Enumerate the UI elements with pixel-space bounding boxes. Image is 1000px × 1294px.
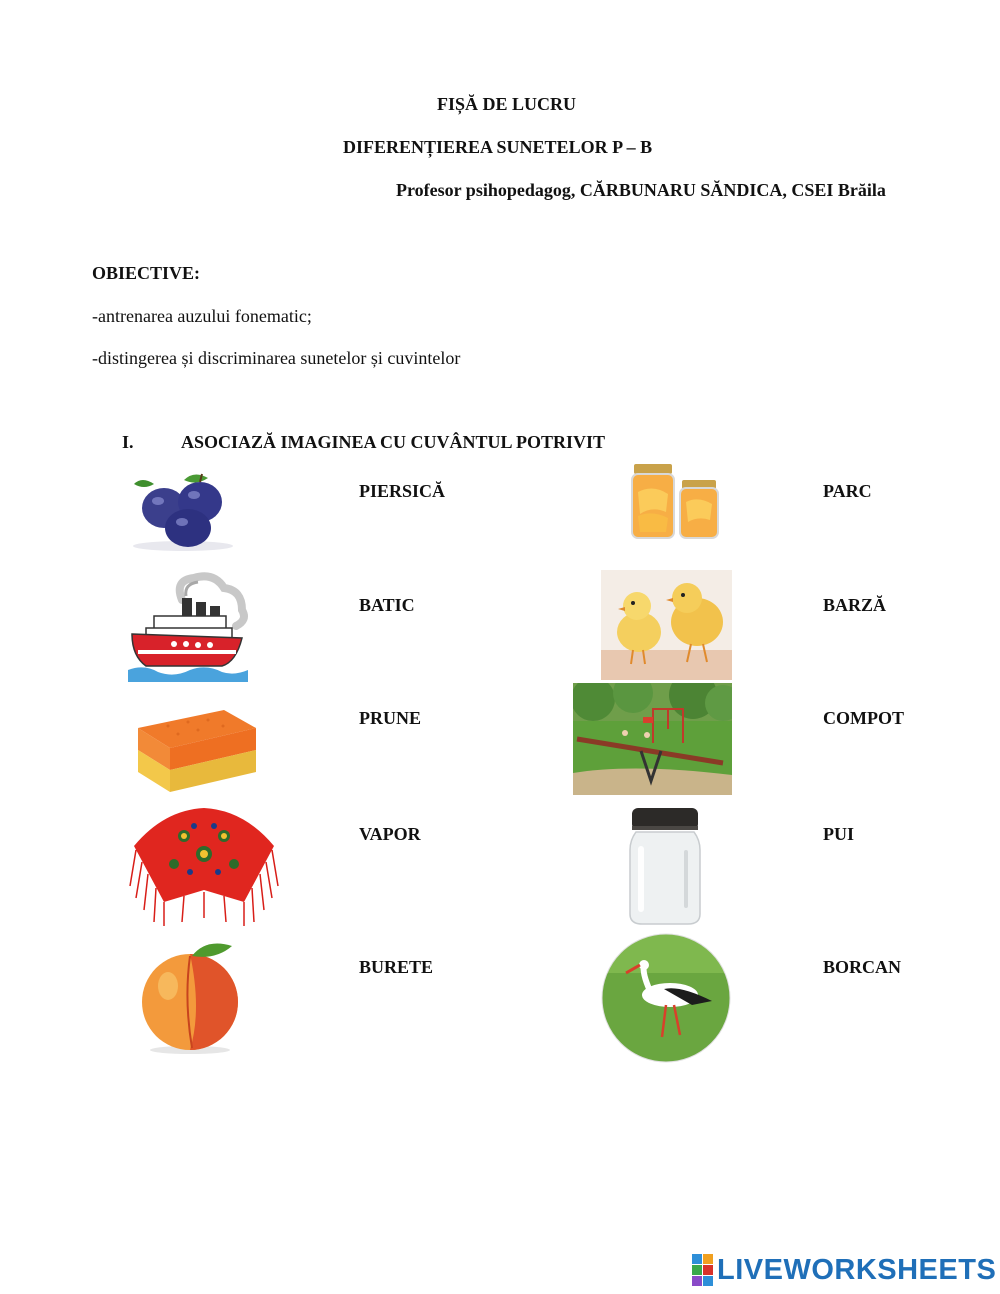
logo-blocks-icon [692, 1254, 713, 1286]
ship-image[interactable] [124, 570, 252, 682]
word-batic[interactable]: BATIC [359, 595, 415, 615]
word-borcan[interactable]: BORCAN [823, 957, 902, 977]
jar-image[interactable] [626, 806, 704, 926]
logo-text: LIVEWORKSHEETS [717, 1253, 997, 1286]
compote-jars-image[interactable] [628, 462, 724, 542]
park-image[interactable] [573, 683, 732, 795]
word-pui[interactable]: PUI [823, 824, 854, 844]
peach-image[interactable] [132, 940, 248, 1056]
worksheet-subtitle: DIFERENȚIEREA SUNETELOR P – B [343, 137, 653, 157]
author-line: Profesor psihopedagog, CĂRBUNARU SĂNDICA, CSEI Brăila [396, 180, 886, 200]
word-prune[interactable]: PRUNE [359, 708, 421, 728]
plums-image[interactable] [124, 472, 242, 552]
liveworksheets-logo[interactable] [692, 1254, 996, 1286]
word-vapor[interactable]: VAPOR [359, 824, 421, 844]
word-piersica[interactable]: PIERSICĂ [359, 481, 446, 501]
word-compot[interactable]: COMPOT [823, 708, 904, 728]
objective-item: -distingerea și discriminarea sunetelor și cuvintelor [92, 348, 461, 368]
word-barza[interactable]: BARZĂ [823, 595, 887, 615]
chicks-image[interactable] [601, 570, 732, 680]
sponge-image[interactable] [128, 698, 264, 796]
exercise-number: I. [122, 432, 134, 452]
word-burete[interactable]: BURETE [359, 957, 434, 977]
objective-item: -antrenarea auzului fonematic; [92, 306, 312, 326]
worksheet-title: FIȘĂ DE LUCRU [437, 94, 577, 114]
scarf-image[interactable] [124, 806, 284, 928]
stork-image[interactable] [600, 933, 732, 1063]
word-parc[interactable]: PARC [823, 481, 872, 501]
objectives-heading: OBIECTIVE: [92, 263, 201, 283]
exercise-instruction: ASOCIAZĂ IMAGINEA CU CUVÂNTUL POTRIVIT [181, 432, 606, 452]
